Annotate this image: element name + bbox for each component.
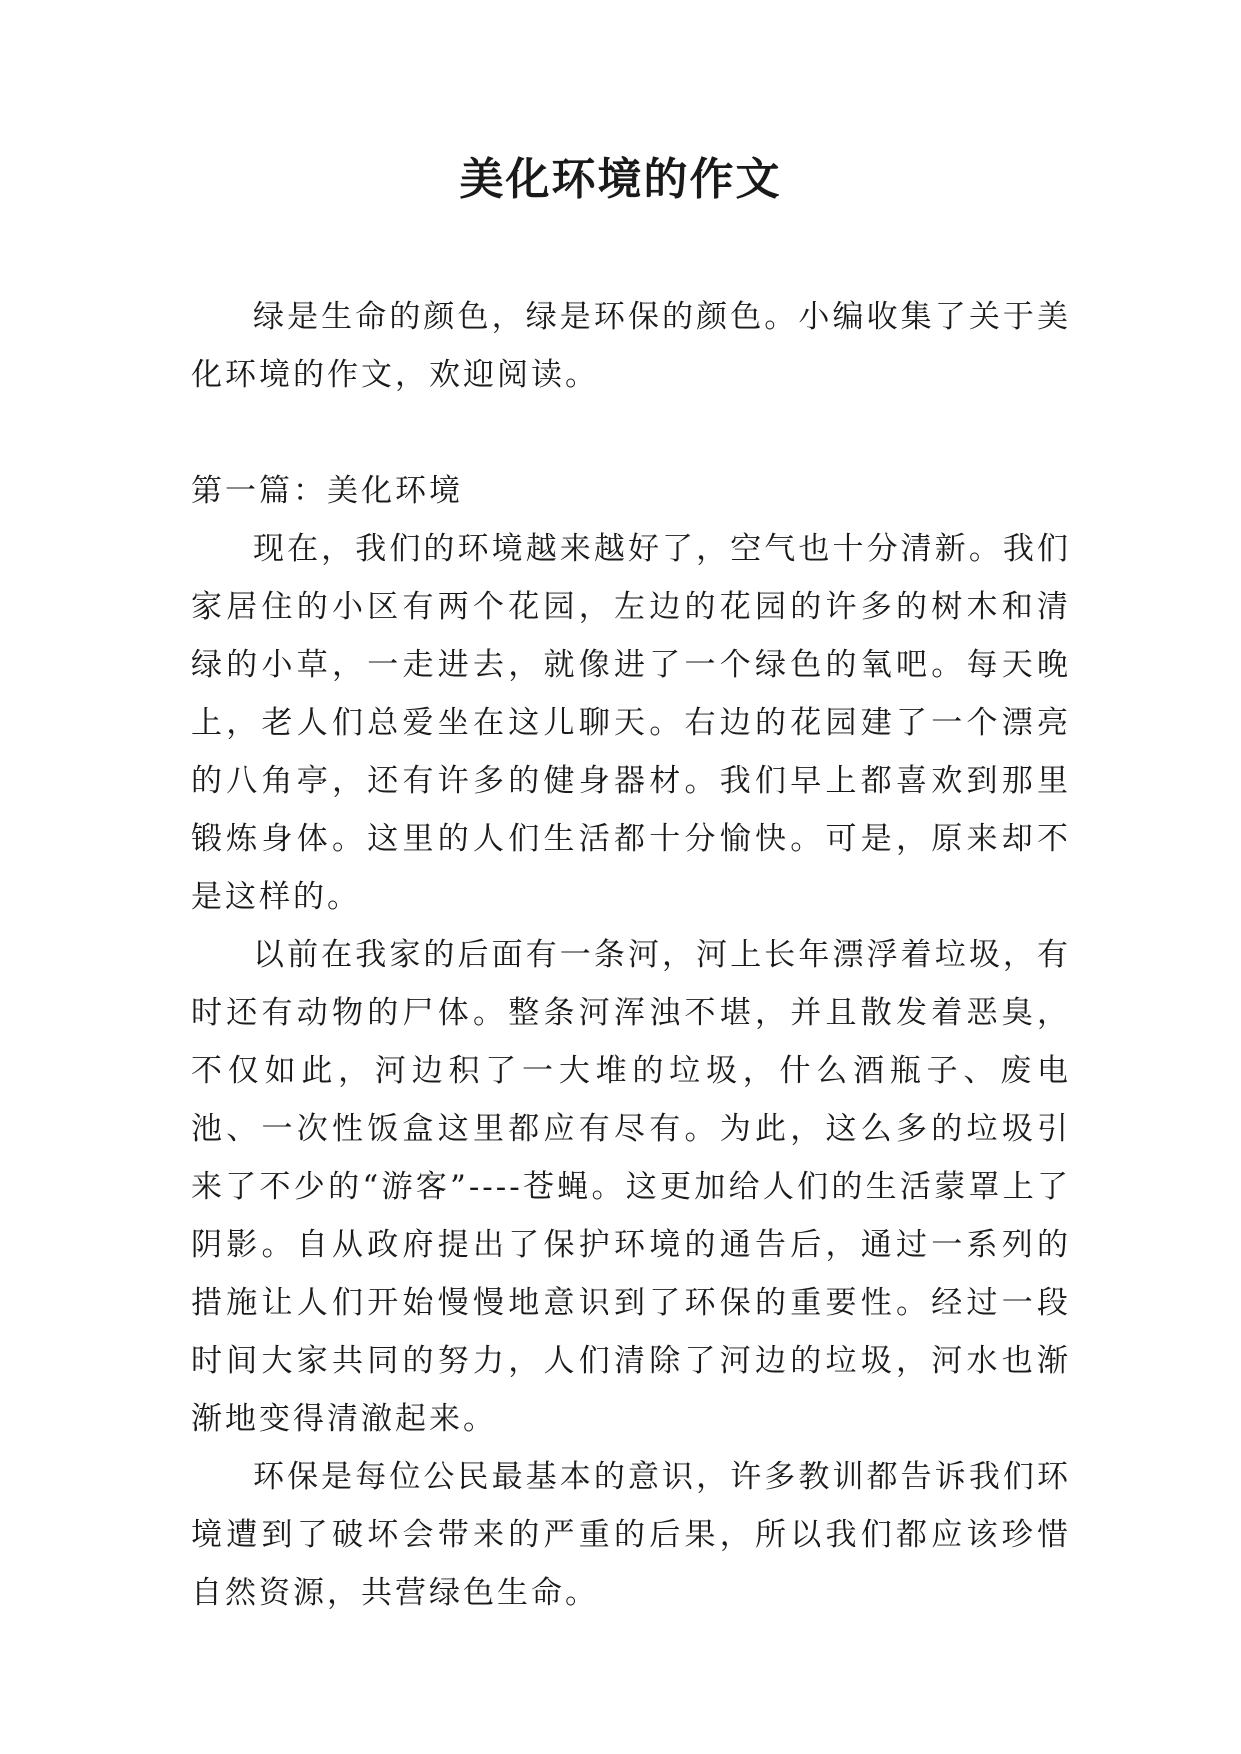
body-paragraph-3: 环保是每位公民最基本的意识，许多教训都告诉我们环境遭到了破坏会带来的严重的后果，所以我们都应该珍惜自然资源，共营绿色生命。 bbox=[191, 1459, 1071, 1611]
intro-paragraph: 绿是生命的颜色，绿是环保的颜色。小编收集了关于美化环境的作文，欢迎阅读。 bbox=[191, 299, 1071, 393]
section-heading: 第一篇：美化环境 bbox=[191, 473, 463, 509]
body-paragraph-2: 以前在我家的后面有一条河，河上长年漂浮着垃圾，有时还有动物的尸体。整条河浑浊不堪，并且散发着恶臭，不仅如此，河边积了一大堆的垃圾，什么酒瓶子、废电池、一次性饭盒这里都应有尽有。为此，这么多的垃圾引来了不少的“游客”----苍蝇。这更加给人们的生活蒙罩上了阴影。自从政府提出了保护环境的通告后，通过一系列的措施让人们开始慢慢地意识到了环保的重要性。经过一段时间大家共同的努力，人们清除了河边的垃圾，河水也渐渐地变得清澈起来。 bbox=[191, 937, 1071, 1437]
document-body bbox=[191, 288, 1071, 1622]
paragraph-gap bbox=[191, 404, 1071, 462]
body-paragraph-1: 现在，我们的环境越来越好了，空气也十分清新。我们家居住的小区有两个花园，左边的花园的许多的树木和清绿的小草，一走进去，就像进了一个绿色的氧吧。每天晚上，老人们总爱坐在这儿聊天。右边的花园建了一个漂亮的八角亭，还有许多的健身器材。我们早上都喜欢到那里锻炼身体。这里的人们生活都十分愉快。可是，原来却不是这样的。 bbox=[191, 531, 1071, 915]
document-title: 美化环境的作文 bbox=[459, 154, 782, 205]
